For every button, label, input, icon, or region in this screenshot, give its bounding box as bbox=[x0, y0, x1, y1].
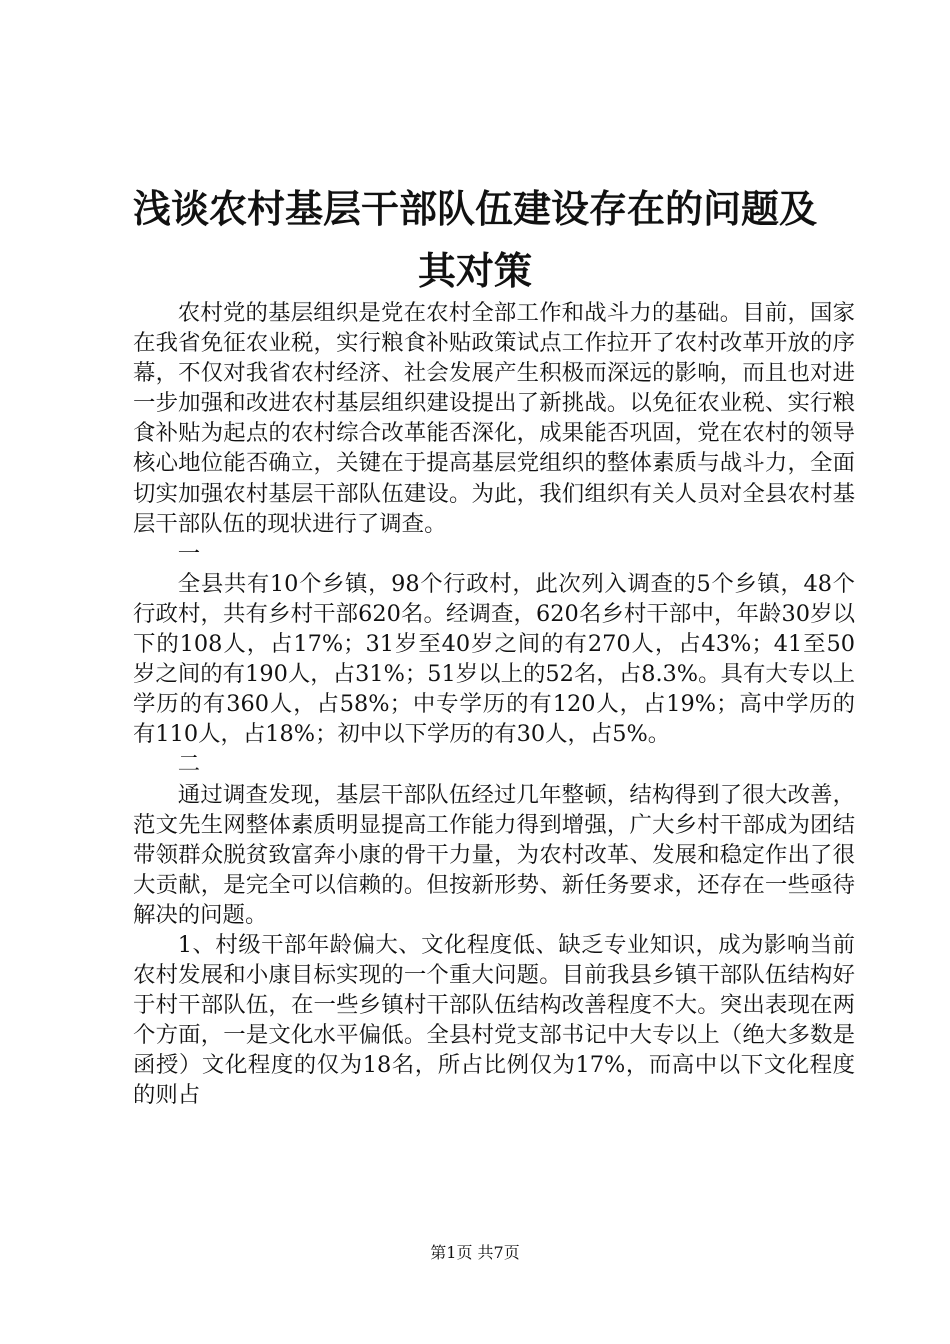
document-body bbox=[133, 298, 855, 1111]
section-heading-two: 二 bbox=[177, 751, 201, 778]
section-heading-one: 一 bbox=[177, 540, 201, 567]
paragraph-survey-stats: 全县共有10个乡镇，98个行政村，此次列入调查的5个乡镇，48个行政村，共有乡村干部620名。经调查，620名乡村干部中，年龄30岁以下的108人，占17%；31岁至40岁之间的有270人，占43%；41至50岁之间的有190人，占31%；51岁以上的52名，占8.3%。具有大专以上学历的有360人，占58%；中专学历的有120人，占19%；高中学历的有110人，占18%；初中以下学历的有30人，占5%。 bbox=[133, 570, 855, 748]
paragraph-intro: 农村党的基层组织是党在农村全部工作和战斗力的基础。目前，国家在我省免征农业税，实行粮食补贴政策试点工作拉开了农村改革开放的序幕，不仅对我省农村经济、社会发展产生积极而深远的影响，而且也对进一步加强和改进农村基层组织建设提出了新挑战。以免征农业税、实行粮食补贴为起点的农村综合改革能否深化，成果能否巩固，党在农村的领导核心地位能否确立，关键在于提高基层党组织的整体素质与战斗力，全面切实加强农村基层干部队伍建设。为此，我们组织有关人员对全县农村基层干部队伍的现状进行了调查。 bbox=[133, 300, 855, 537]
page-footer: 第1页 共7页 bbox=[430, 1243, 520, 1262]
paragraph-problem-one: 1、村级干部年龄偏大、文化程度低、缺乏专业知识，成为影响当前农村发展和小康目标实现的一个重大问题。目前我县乡镇干部队伍结构好于村干部队伍，在一些乡镇村干部队伍结构改善程度不大。突出表现在两个方面，一是文化水平偏低。全县村党支部书记中大专以上（绝大多数是函授）文化程度的仅为18名，所占比例仅为17%，而高中以下文化程度的则占 bbox=[133, 931, 855, 1109]
paragraph-findings: 通过调查发现，基层干部队伍经过几年整顿，结构得到了很大改善，范文先生网整体素质明显提高工作能力得到增强，广大乡村干部成为团结带领群众脱贫致富奔小康的骨干力量，为农村改革、发展和稳定作出了很大贡献，是完全可以信赖的。但按新形势、新任务要求，还存在一些亟待解决的问题。 bbox=[133, 781, 855, 928]
document-title: 浅谈农村基层干部队伍建设存在的问题及其对策 bbox=[132, 186, 817, 293]
